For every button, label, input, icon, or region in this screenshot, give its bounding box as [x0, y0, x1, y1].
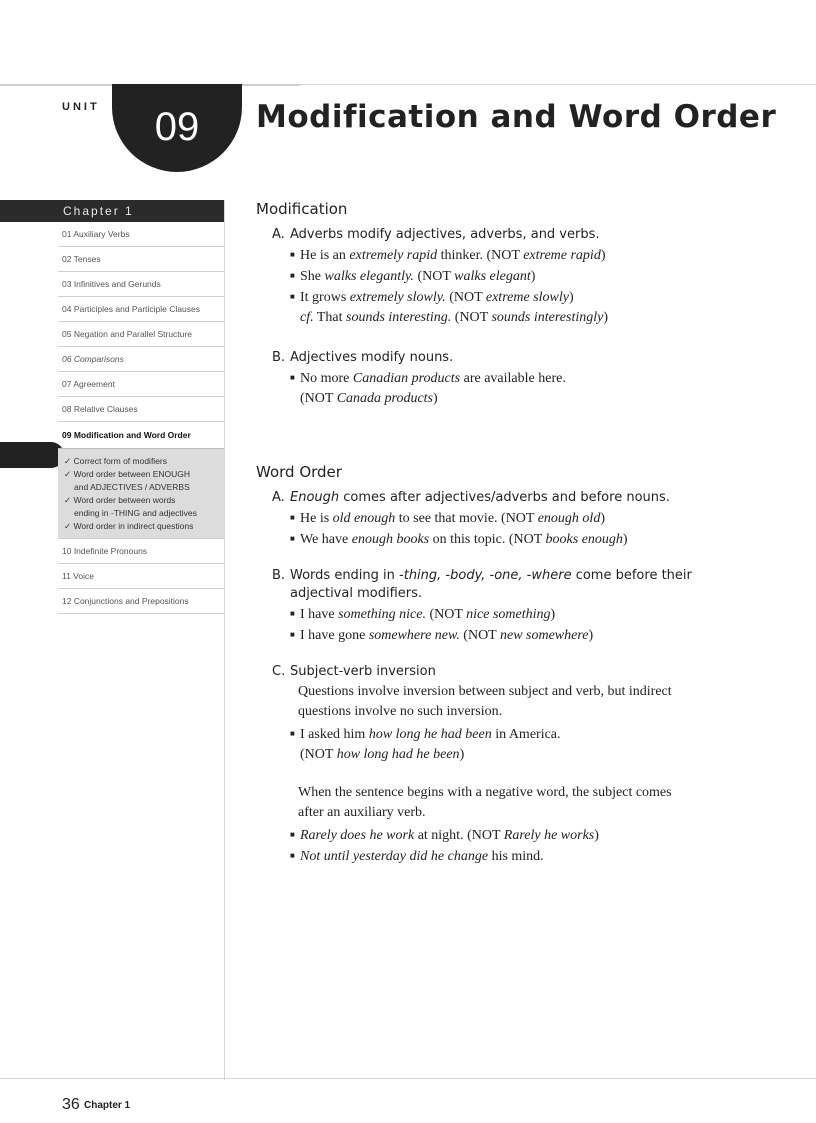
section-heading-modification: Modification [256, 200, 348, 218]
sidebar-item[interactable]: 07 Agreement [58, 372, 224, 397]
example: ■ I have gone somewhere new. (NOT new somewhere) [290, 628, 594, 643]
example: ■ Not until yesterday did he change his mind. [290, 849, 544, 864]
rule-c-heading: C. Subject-verb inversion [272, 664, 436, 679]
subtopic: ✓ Word order in indirect questions [64, 521, 194, 531]
section-heading-word-order: Word Order [256, 463, 342, 481]
sidebar-chapter-heading: Chapter 1 [0, 200, 224, 222]
example: ■ Rarely does he work at night. (NOT Rarely he works) [290, 828, 599, 843]
sidebar-item[interactable]: 01 Auxiliary Verbs [58, 222, 224, 247]
chapter-sidebar [0, 200, 224, 614]
sidebar-item[interactable]: 06 Comparisons [58, 347, 224, 372]
example: ■ She walks elegantly. (NOT walks elegant) [290, 269, 536, 284]
rule-b-heading: B. Words ending in -thing, -body, -one, -where come before their [272, 568, 692, 583]
column-divider [224, 200, 225, 1080]
body-text: questions involve no such inversion. [298, 704, 503, 719]
subtopic: ✓ Correct form of modifiers [64, 456, 168, 466]
rule-b-heading: B. Adjectives modify nouns. [272, 350, 454, 365]
subtopic: and ADJECTIVES / ADVERBS [74, 482, 190, 492]
sidebar-item[interactable]: 11 Voice [58, 564, 224, 589]
example: ■ We have enough books on this topic. (NOT books enough) [290, 532, 628, 547]
page-number: 36 [62, 1096, 80, 1113]
example-cont: (NOT Canada products) [300, 391, 438, 406]
example: ■ He is an extremely rapid thinker. (NOT extreme rapid) [290, 248, 606, 263]
example: ■ No more Canadian products are available here. [290, 371, 566, 386]
unit-label: UNIT [62, 101, 100, 113]
rule-a-heading: A. Enough comes after adjectives/adverbs and before nouns. [272, 490, 670, 505]
unit-number: 09 [154, 105, 200, 149]
footer-chapter: Chapter 1 [84, 1100, 131, 1111]
sidebar-item[interactable]: 04 Participles and Participle Clauses [58, 297, 224, 322]
page-title: Modification and Word Order [256, 99, 777, 135]
sidebar-item[interactable]: 05 Negation and Parallel Structure [58, 322, 224, 347]
example: ■ It grows extremely slowly. (NOT extreme slowly) [290, 290, 574, 305]
rule-b-heading-cont: adjectival modifiers. [290, 586, 423, 601]
sidebar-item[interactable]: 10 Indefinite Pronouns [58, 539, 224, 564]
example-cf: cf. That sounds interesting. (NOT sounds interestingly) [300, 310, 609, 325]
sidebar-item-current[interactable]: 09 Modification and Word Order [58, 422, 224, 449]
body-text: after an auxiliary verb. [298, 805, 426, 820]
sidebar-item[interactable]: 12 Conjunctions and Prepositions [58, 589, 224, 614]
rule-a-heading: A. Adverbs modify adjectives, adverbs, and verbs. [272, 227, 600, 242]
example: ■ I have something nice. (NOT nice something) [290, 607, 556, 622]
sidebar-subtopics [58, 449, 224, 539]
subtopic: ending in -THING and adjectives [74, 508, 197, 518]
sidebar-item[interactable]: 03 Infinitives and Gerunds [58, 272, 224, 297]
subtopic: ✓ Word order between words [64, 495, 176, 505]
sidebar-item[interactable]: 08 Relative Clauses [58, 397, 224, 422]
bottom-rule [0, 1078, 816, 1079]
main-content [256, 200, 776, 867]
sidebar-item[interactable]: 02 Tenses [58, 247, 224, 272]
example: ■ I asked him how long he had been in America. [290, 727, 561, 742]
example-cont: (NOT how long had he been) [300, 747, 465, 762]
example: ■ He is old enough to see that movie. (NOT enough old) [290, 511, 605, 526]
body-text: When the sentence begins with a negative word, the subject comes [298, 785, 672, 800]
body-text: Questions involve inversion between subject and verb, but indirect [298, 684, 672, 699]
subtopic: ✓ Word order between ENOUGH [64, 469, 191, 479]
